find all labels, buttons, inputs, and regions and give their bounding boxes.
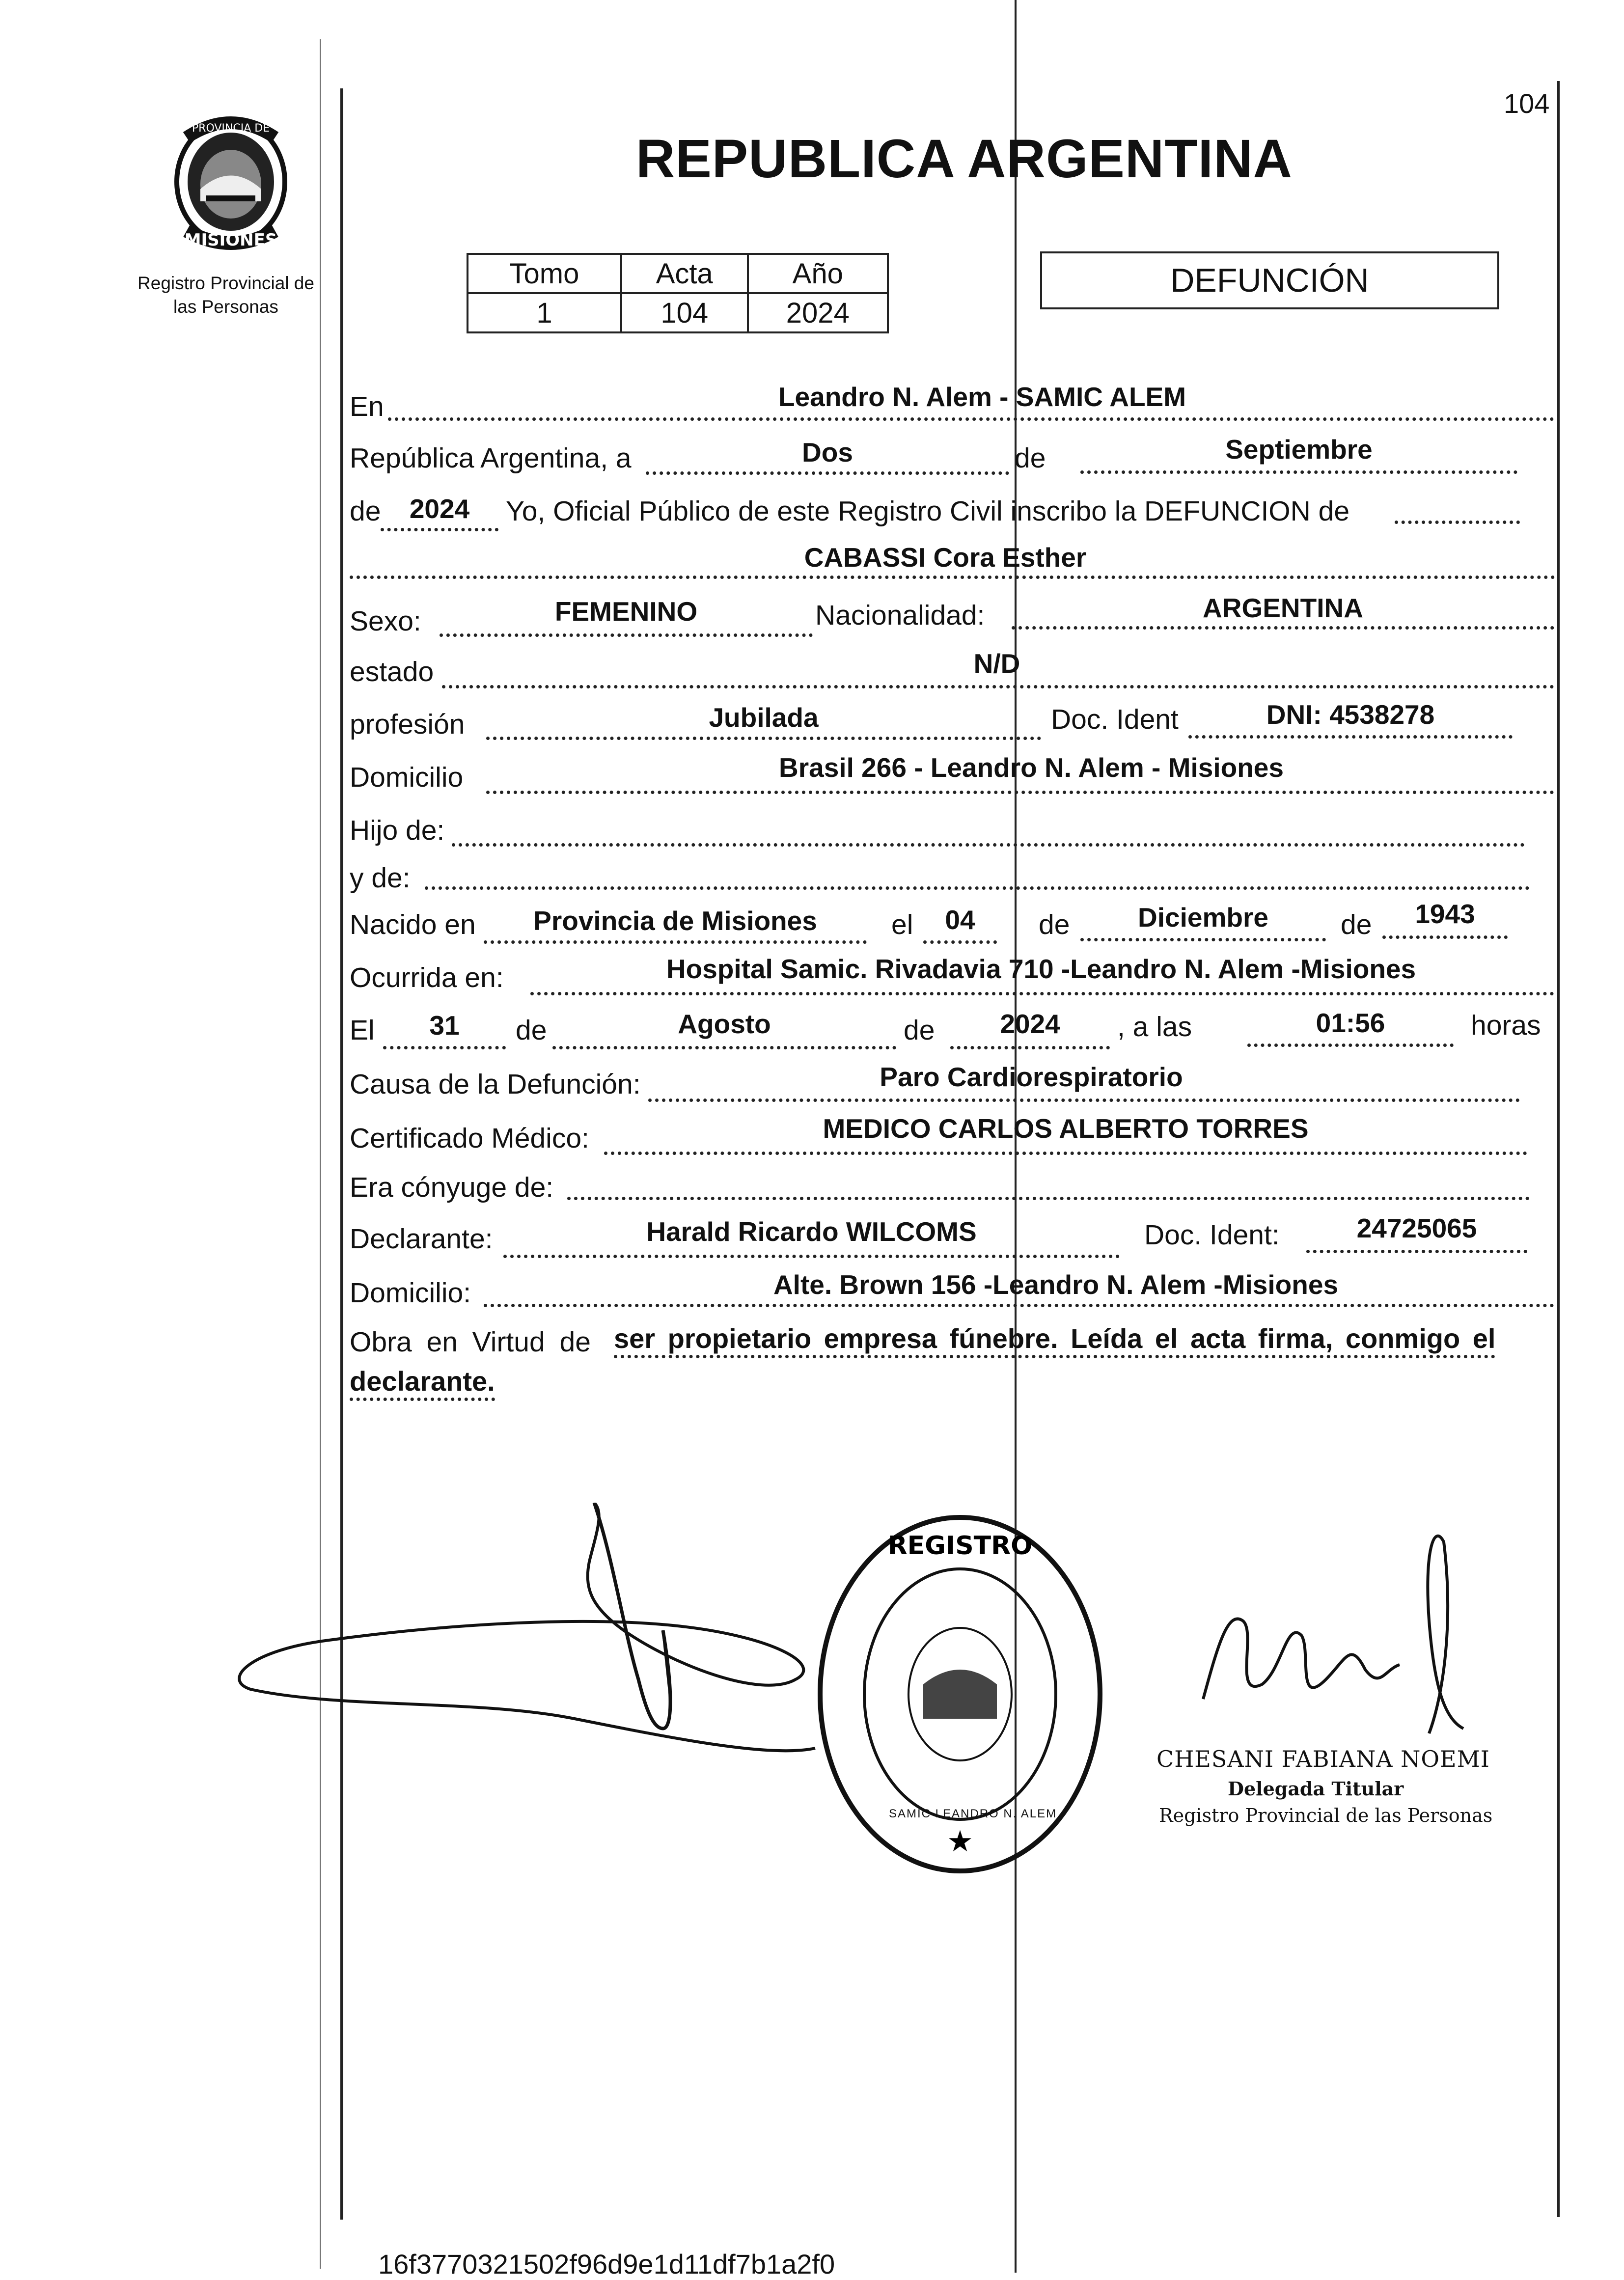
tomo-value: 1 <box>468 293 621 332</box>
signatory-role: Delegada Titular <box>1228 1778 1404 1800</box>
dots-hijo-de <box>452 843 1525 847</box>
dots-nacionalidad <box>1012 626 1554 630</box>
value-nombre: CABASSI Cora Esther <box>804 542 1087 573</box>
dots-conyuge <box>567 1197 1530 1200</box>
label-sexo: Sexo: <box>350 605 421 637</box>
record-header-row <box>468 254 888 293</box>
record-table <box>467 253 889 333</box>
dots-dni <box>1188 735 1513 739</box>
dots-estado <box>442 685 1554 688</box>
right-margin-line <box>1557 81 1560 2217</box>
declarant-signature <box>231 1503 850 1778</box>
value-declarante-dom: Alte. Brown 156 -Leandro N. Alem -Misiones <box>773 1269 1339 1300</box>
official-signature <box>1188 1522 1483 1748</box>
label-nacionalidad: Nacionalidad: <box>815 600 985 631</box>
registry-line-1: Registro Provincial de <box>138 273 314 293</box>
page-title: REPUBLICA ARGENTINA <box>636 129 1293 189</box>
label-de-1: de <box>1015 442 1046 474</box>
svg-text:★: ★ <box>947 1824 973 1859</box>
label-conyuge: Era cónyuge de: <box>350 1172 554 1203</box>
value-declarante-doc: 24725065 <box>1356 1213 1477 1243</box>
doc-type-box <box>1040 251 1499 309</box>
value-profesion: Jubilada <box>709 702 819 733</box>
value-def-hora: 01:56 <box>1316 1008 1385 1038</box>
dots-def-anio <box>950 1046 1110 1049</box>
label-profesion: profesión <box>350 709 465 740</box>
label-republica: República Argentina, a <box>350 442 632 474</box>
value-estado: N/D <box>973 648 1020 679</box>
dots-yo-tail <box>1395 521 1520 524</box>
value-declarante: Harald Ricardo WILCOMS <box>646 1216 977 1247</box>
label-domicilio-2: Domicilio: <box>350 1277 471 1309</box>
dots-causa <box>648 1099 1520 1102</box>
dots-domicilio <box>486 791 1554 794</box>
dots-def-dia <box>383 1046 506 1049</box>
dots-sexo <box>440 633 813 637</box>
anio-header: Año <box>748 254 888 293</box>
label-de-5: de <box>516 1015 547 1046</box>
value-lugar: Leandro N. Alem - SAMIC ALEM <box>778 382 1186 412</box>
label-estado: estado <box>350 656 434 687</box>
label-yo: Yo, Oficial Público de este Registro Civil inscribo la DEFUNCION de <box>506 495 1350 527</box>
acta-header: Acta <box>621 254 748 293</box>
label-doc-ident: Doc. Ident <box>1051 704 1179 735</box>
doc-type: DEFUNCIÓN <box>1170 262 1369 299</box>
svg-text:PROVINCIA DE: PROVINCIA DE <box>192 122 270 135</box>
value-causa: Paro Cardiorespiratorio <box>880 1062 1183 1092</box>
dots-nacido-lugar <box>484 940 867 944</box>
dots-nacido-dia <box>923 940 997 944</box>
dots-declarante <box>503 1255 1120 1258</box>
dots-declarante-dom <box>484 1304 1554 1307</box>
province-logo <box>152 108 319 255</box>
label-el-cap: El <box>350 1015 375 1046</box>
stamp-inner-text: SAMIC LEANDRO N. ALEM <box>889 1807 1057 1820</box>
label-causa: Causa de la Defunción: <box>350 1069 641 1100</box>
value-nacido-anio: 1943 <box>1415 899 1475 929</box>
label-domicilio: Domicilio <box>350 762 464 793</box>
value-obra-line-2: declarante. <box>350 1365 495 1401</box>
dots-profesion <box>486 737 1041 740</box>
label-obra: Obra en Virtud de <box>350 1326 591 1358</box>
label-de-3: de <box>1039 909 1070 940</box>
label-hijo-de: Hijo de: <box>350 815 445 846</box>
dots-nacido-anio <box>1382 935 1508 939</box>
value-domicilio: Brasil 266 - Leandro N. Alem - Misiones <box>779 752 1284 783</box>
footer-hash: 16f3770321502f96d9e1d11df7b1a2f0 <box>378 2249 835 2280</box>
signatory-office: Registro Provincial de las Personas <box>1159 1805 1493 1826</box>
label-el: el <box>891 909 913 940</box>
label-y-de: y de: <box>350 862 411 894</box>
value-dni: DNI: 4538278 <box>1266 699 1435 730</box>
dots-ocurrida <box>530 992 1554 995</box>
dots-nacido-mes <box>1080 938 1326 941</box>
label-en: En <box>350 391 384 422</box>
signatory-name: CHESANI FABIANA NOEMI <box>1156 1746 1490 1772</box>
label-de-2: de <box>350 495 381 527</box>
value-nacionalidad: ARGENTINA <box>1203 593 1363 623</box>
label-nacido-en: Nacido en <box>350 909 476 940</box>
value-nacido-dia: 04 <box>945 905 975 935</box>
value-nacido-mes: Diciembre <box>1138 902 1268 933</box>
value-certificado: MEDICO CARLOS ALBERTO TORRES <box>823 1113 1309 1144</box>
acta-value: 104 <box>621 293 748 332</box>
value-mes: Septiembre <box>1225 434 1373 465</box>
dots-certificado <box>604 1152 1527 1155</box>
value-dia: Dos <box>802 437 853 467</box>
tomo-header: Tomo <box>468 254 621 293</box>
dots-dia <box>646 471 1009 475</box>
dots-mes <box>1080 470 1517 474</box>
label-de-6: de <box>904 1015 935 1046</box>
value-nacido-lugar: Provincia de Misiones <box>533 906 817 936</box>
dots-def-mes <box>552 1046 896 1049</box>
value-def-mes: Agosto <box>678 1009 771 1039</box>
official-stamp <box>810 1508 1110 1881</box>
value-anio: 2024 <box>409 494 470 524</box>
value-def-anio: 2024 <box>1000 1009 1060 1039</box>
label-certificado: Certificado Médico: <box>350 1123 589 1154</box>
label-horas: horas <box>1471 1010 1541 1041</box>
label-declarante: Declarante: <box>350 1223 493 1255</box>
edge-line <box>320 39 321 2269</box>
dots-anio <box>381 528 498 531</box>
page-number: 104 <box>1504 88 1550 119</box>
label-a-las: , a las <box>1117 1011 1192 1043</box>
value-def-dia: 31 <box>429 1010 460 1041</box>
label-de-4: de <box>1341 909 1372 940</box>
label-doc-ident-2: Doc. Ident: <box>1144 1219 1280 1251</box>
anio-value: 2024 <box>748 293 888 332</box>
registry-line-2: las Personas <box>173 297 278 317</box>
value-sexo: FEMENINO <box>554 596 698 627</box>
dots-nombre <box>350 576 1555 579</box>
label-ocurrida-en: Ocurrida en: <box>350 962 504 993</box>
svg-text:REGISTRO: REGISTRO <box>887 1531 1033 1561</box>
record-value-row <box>468 293 888 332</box>
dots-y-de <box>425 886 1530 890</box>
dots-lugar <box>388 417 1554 421</box>
svg-text:MISIONES: MISIONES <box>184 230 277 250</box>
value-obra-line-1: ser propietario empresa fúnebre. Leída el acta firma, conmigo el <box>614 1322 1495 1358</box>
value-ocurrida: Hospital Samic. Rivadavia 710 -Leandro N. Alem -Misiones <box>666 954 1416 984</box>
dots-def-hora <box>1247 1044 1454 1047</box>
dots-declarante-doc <box>1306 1250 1527 1253</box>
left-margin-line <box>340 88 343 2220</box>
